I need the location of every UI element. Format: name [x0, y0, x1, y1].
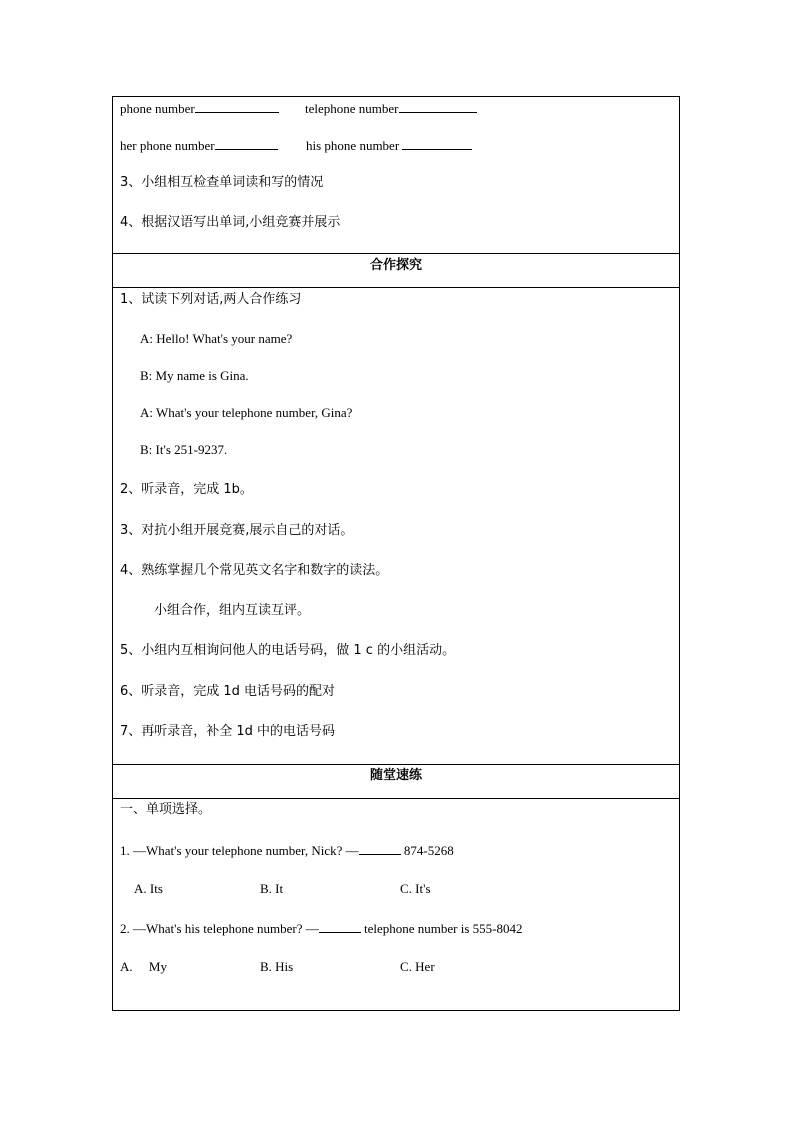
q1-option-a: A. Its: [134, 881, 163, 896]
dialog-line: B: It's 251-9237.: [140, 442, 228, 457]
question-2-text-end: telephone number is 555-8042: [360, 921, 523, 936]
q1-option-b: B. It: [260, 881, 284, 896]
answer-blank[interactable]: [399, 100, 477, 113]
answer-blank[interactable]: [402, 137, 472, 150]
divider: [113, 764, 679, 765]
answer-blank[interactable]: [195, 100, 279, 113]
answer-blank[interactable]: [359, 842, 401, 855]
question-1: [120, 842, 454, 859]
section2-item-3: 3、对抗小组开展竞赛,展示自己的对话。: [120, 523, 354, 538]
q2-option-b: B. His: [260, 959, 294, 974]
section2-item-1: 1、试读下列对话,两人合作练习: [120, 292, 302, 307]
question-1-text: 1. —What's your telephone number, Nick? —: [120, 843, 359, 858]
dialog-line: A: Hello! What's your name?: [140, 331, 293, 346]
section1-item-3: 3、小组相互检查单词读和写的情况: [120, 175, 324, 190]
vocab-line-1-right: [305, 100, 477, 117]
section2-item-7: 7、再听录音，补全 1d 中的电话号码: [120, 724, 336, 739]
vocab-line-2: [120, 137, 278, 154]
section3-heading: 一、单项选择。: [120, 802, 212, 817]
vocab-phone-number: phone number: [120, 101, 195, 116]
q2-option-c: C. Her: [400, 959, 435, 974]
divider: [113, 287, 679, 288]
section1-item-4: 4、根据汉语写出单词,小组竞赛并展示: [120, 215, 341, 230]
vocab-line-1: [120, 100, 279, 117]
question-2-text: 2. —What's his telephone number? —: [120, 921, 319, 936]
question-1-number: 874-5268: [400, 843, 454, 858]
divider: [113, 253, 679, 254]
vocab-his-phone-number: his phone number: [306, 138, 400, 153]
section2-item-2: 2、听录音，完成 1b。: [120, 482, 253, 497]
section2-item-6: 6、听录音，完成 1d 电话号码的配对: [120, 684, 336, 699]
q2-option-a: A. My: [120, 959, 167, 974]
section2-item-4-sub: 小组合作，组内互读互评。: [154, 603, 311, 618]
section-title-cooperation: 合作探究: [369, 258, 422, 273]
vocab-line-2-right: [306, 137, 472, 154]
section2-item-5: 5、小组内互相询问他人的电话号码，做 1 c 的小组活动。: [120, 643, 456, 658]
section2-item-4: 4、熟练掌握几个常见英文名字和数字的读法。: [120, 563, 389, 578]
section-title-practice: 随堂速练: [369, 768, 422, 783]
answer-blank[interactable]: [215, 137, 278, 150]
vocab-her-phone-number: her phone number: [120, 138, 215, 153]
dialog-line: B: My name is Gina.: [140, 368, 249, 383]
answer-blank[interactable]: [319, 920, 361, 933]
question-2: [120, 920, 523, 937]
q1-option-c: C. It's: [400, 881, 431, 896]
dialog-line: A: What's your telephone number, Gina?: [140, 405, 353, 420]
worksheet-table: [112, 96, 680, 1011]
vocab-telephone-number: telephone number: [305, 101, 399, 116]
divider: [113, 798, 679, 799]
